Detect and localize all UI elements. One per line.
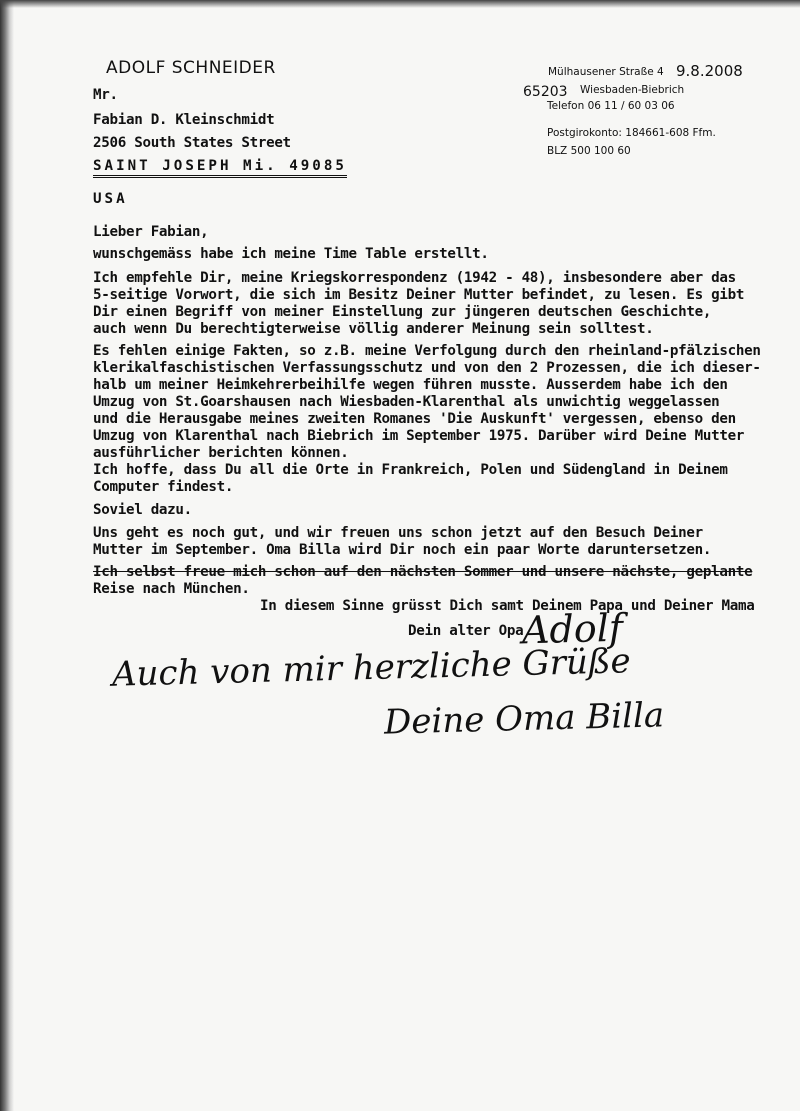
closing-line-2: Dein alter Opa bbox=[408, 623, 524, 639]
recipient-country: USA bbox=[93, 191, 128, 207]
recipient-city: SAINT JOSEPH Mi. 49085 bbox=[93, 158, 347, 178]
para3-line-3: halb um meiner Heimkehrerbeihilfe wegen führen musste. Ausserdem habe ich den bbox=[93, 377, 728, 393]
para3-line-7: ausführlicher berichten können. bbox=[93, 445, 349, 461]
scan-shadow-edge bbox=[0, 0, 14, 1111]
para6-line-1: Ich selbst freue mich schon auf den nächsten Sommer und unsere nächste, geplante bbox=[93, 564, 753, 580]
para2-line-2: 5-seitige Vorwort, die sich im Besitz Deiner Mutter befindet, zu lesen. Es gibt bbox=[93, 287, 745, 303]
para3-line-1: Es fehlen einige Fakten, so z.B. meine Verfolgung durch den rheinland-pfälzischen bbox=[93, 343, 761, 359]
letter-date: 9.8.2008 bbox=[676, 62, 743, 80]
recipient-name: Fabian D. Kleinschmidt bbox=[93, 112, 275, 128]
para3-line-5: und die Herausgabe meines zweiten Romanes 'Die Auskunft' vergessen, ebenso den bbox=[93, 411, 736, 427]
letterhead-postcode: 65203 bbox=[523, 84, 568, 100]
closing-line-1: In diesem Sinne grüsst Dich samt Deinem Papa und Deiner Mama bbox=[260, 598, 755, 614]
letterhead-blz: BLZ 500 100 60 bbox=[547, 145, 631, 157]
recipient-street: 2506 South States Street bbox=[93, 135, 291, 151]
signature: Adolf bbox=[521, 605, 624, 653]
para3-line-9: Computer findest. bbox=[93, 479, 234, 495]
para2-line-3: Dir einen Begriff von meiner Einstellung zur jüngeren deutschen Geschichte, bbox=[93, 304, 712, 320]
handwritten-line-2: Deine Oma Billa bbox=[383, 695, 665, 743]
letterhead-city: Wiesbaden-Biebrich bbox=[580, 84, 685, 96]
scan-shadow-top bbox=[0, 0, 800, 8]
para3-line-6: Umzug von Klarenthal nach Biebrich im September 1975. Darüber wird Deine Mutter bbox=[93, 428, 745, 444]
para5-line-1: Uns geht es noch gut, und wir freuen uns schon jetzt auf den Besuch Deiner bbox=[93, 525, 703, 541]
recipient-salutation: Mr. bbox=[93, 87, 118, 103]
letterhead-name: ADOLF SCHNEIDER bbox=[106, 58, 276, 78]
letterhead-postgiro: Postgirokonto: 184661-608 Ffm. bbox=[547, 127, 716, 139]
letterhead-street: Mülhausener Straße 4 bbox=[548, 66, 664, 78]
para6-line-2: Reise nach München. bbox=[93, 581, 250, 597]
para4-line-1: Soviel dazu. bbox=[93, 502, 192, 518]
para5-line-2: Mutter im September. Oma Billa wird Dir noch ein paar Worte daruntersetzen. bbox=[93, 542, 712, 558]
para3-line-2: klerikalfaschistischen Verfassungsschutz und von den 2 Prozessen, die ich dieser- bbox=[93, 360, 761, 376]
letterhead-telefon: Telefon 06 11 / 60 03 06 bbox=[547, 100, 675, 112]
para2-line-1: Ich empfehle Dir, meine Kriegskorrespondenz (1942 - 48), insbesondere aber das bbox=[93, 270, 736, 286]
para3-line-4: Umzug von St.Goarshausen nach Wiesbaden-Klarenthal als unwichtig weggelassen bbox=[93, 394, 720, 410]
greeting: Lieber Fabian, bbox=[93, 224, 209, 240]
para1-line-1: wunschgemäss habe ich meine Time Table erstellt. bbox=[93, 246, 489, 262]
handwritten-line-1: Auch von mir herzliche Grüße bbox=[111, 641, 632, 695]
para2-line-4: auch wenn Du berechtigterweise völlig anderer Meinung sein solltest. bbox=[93, 321, 654, 337]
para3-line-8: Ich hoffe, dass Du all die Orte in Frankreich, Polen und Südengland in Deinem bbox=[93, 462, 728, 478]
